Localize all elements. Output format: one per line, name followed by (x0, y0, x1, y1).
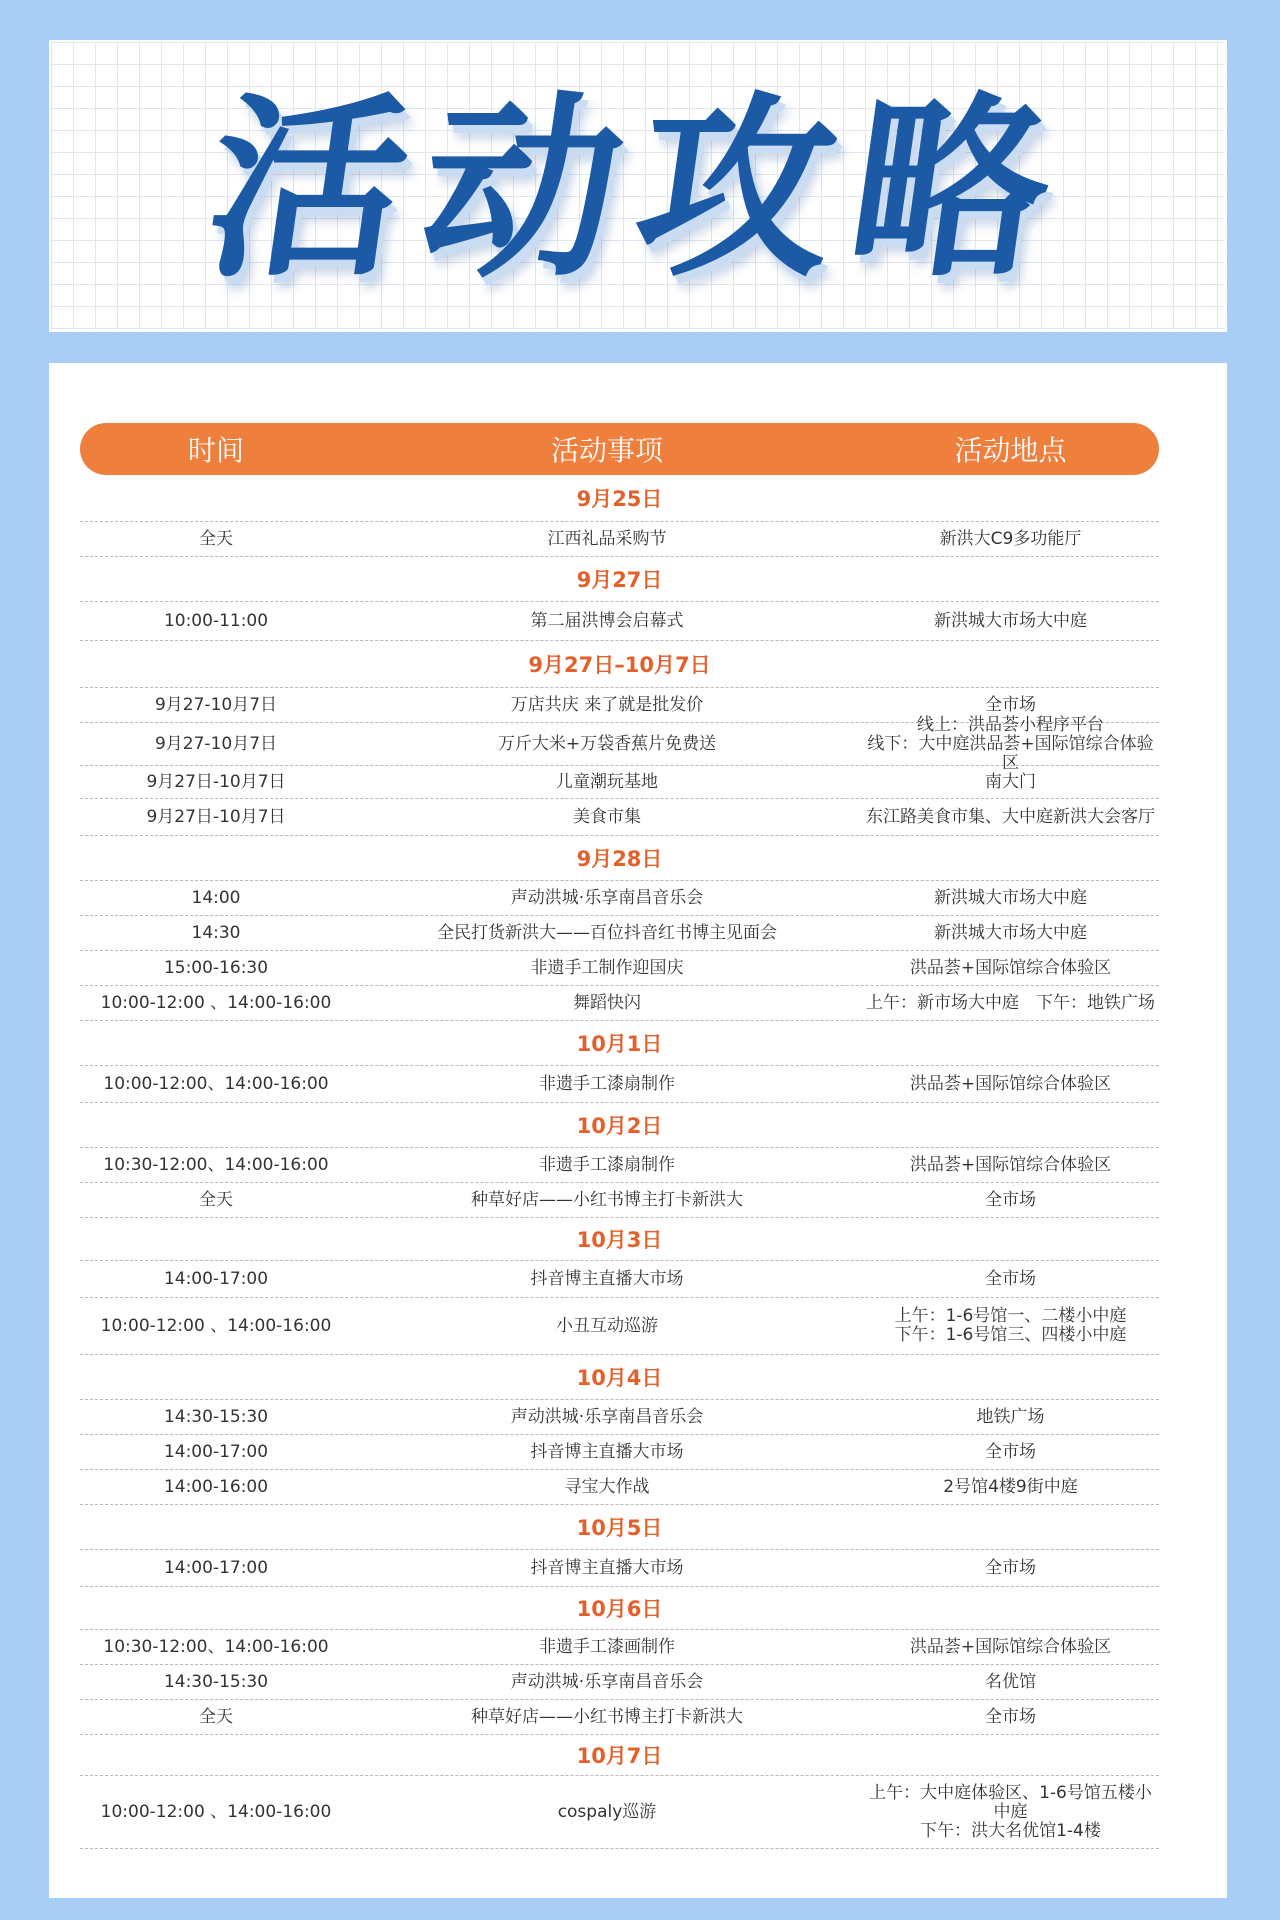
cell-location (862, 1307, 1159, 1345)
date-heading: 9月28日 (80, 836, 1159, 881)
cell-location (862, 530, 1159, 549)
cell-event: 舞蹈快闪 (573, 992, 641, 1013)
cell-time: 10:00-11:00 (163, 610, 269, 631)
cell-event: 万店共庆 来了就是批发价 (510, 694, 704, 715)
cell-location (862, 1559, 1159, 1578)
schedule-table (80, 423, 1159, 1849)
page-title: 活动攻略 (193, 76, 1083, 304)
table-row (80, 1700, 1159, 1735)
cell-event: 美食市集 (573, 806, 641, 827)
date-heading: 10月6日 (80, 1587, 1159, 1630)
table-header (80, 423, 1159, 475)
cell-time: 14:00-16:00 (163, 1476, 269, 1497)
cell-location (862, 994, 1159, 1013)
cell-location-line: 地铁广场 (976, 1406, 1045, 1427)
cell-location-line: 洪品荟+国际馆综合体验区 (909, 1073, 1112, 1094)
table-row (80, 1148, 1159, 1183)
cell-location-line: 全市场 (985, 1189, 1036, 1210)
cell-location-line: 全市场 (985, 694, 1036, 715)
table-row (80, 951, 1159, 986)
cell-location (862, 1478, 1159, 1497)
cell-time: 9月27-10月7日 (154, 694, 278, 715)
cell-event: 种草好店——小红书博主打卡新洪大 (471, 1189, 743, 1210)
cell-time: 10:00-12:00 、14:00-16:00 (100, 1315, 332, 1336)
cell-location (862, 808, 1159, 827)
cell-event: 种草好店——小红书博主打卡新洪大 (471, 1706, 743, 1727)
cell-location (862, 1708, 1159, 1727)
cell-location (862, 1075, 1159, 1094)
cell-event: 第二届洪博会启幕式 (530, 610, 684, 631)
cell-location-line: 线下：大中庭洪品荟+国际馆综合体验区 (867, 733, 1154, 773)
cell-location (862, 773, 1159, 792)
table-row (80, 1630, 1159, 1665)
cell-location-line: 全市场 (985, 1441, 1036, 1462)
table-row (80, 986, 1159, 1021)
date-heading: 9月27日 (80, 557, 1159, 602)
cell-time: 9月27日-10月7日 (146, 806, 286, 827)
table-row (80, 714, 1159, 773)
table-row (80, 799, 1159, 836)
date-heading: 9月27日–10月7日 (80, 641, 1159, 688)
table-row (80, 1298, 1159, 1355)
cell-event: 儿童潮玩基地 (556, 771, 658, 792)
header-location: 活动地点 (954, 434, 1067, 467)
cell-location (862, 1784, 1159, 1841)
cell-location-line: 线上：洪品荟小程序平台 (917, 714, 1104, 735)
cell-location (862, 959, 1159, 978)
cell-location (862, 1270, 1159, 1289)
cell-location-line: 新洪城大市场大中庭 (934, 610, 1087, 631)
cell-time: 10:30-12:00、14:00-16:00 (103, 1636, 329, 1657)
cell-time: 14:00 (191, 887, 241, 908)
cell-location (862, 889, 1159, 908)
cell-location-line: 南大门 (985, 771, 1036, 792)
cell-time: 10:30-12:00、14:00-16:00 (103, 1154, 329, 1175)
date-heading: 10月3日 (80, 1218, 1159, 1261)
schedule-panel (49, 363, 1227, 1898)
date-heading: 10月2日 (80, 1103, 1159, 1148)
cell-event: cospaly巡游 (557, 1801, 657, 1822)
cell-location (862, 1638, 1159, 1657)
cell-location (862, 1156, 1159, 1175)
cell-location (862, 924, 1159, 943)
cell-location (862, 1408, 1159, 1427)
cell-location-line: 东江路美食市集、大中庭新洪大会客厅 (866, 806, 1155, 827)
cell-location (862, 696, 1159, 715)
table-row (80, 522, 1159, 557)
cell-time: 14:30 (191, 922, 241, 943)
table-row (80, 1435, 1159, 1470)
cell-location-line: 洪品荟+国际馆综合体验区 (909, 957, 1112, 978)
date-heading: 10月5日 (80, 1505, 1159, 1550)
cell-time: 9月27-10月7日 (154, 733, 278, 754)
cell-event: 抖音博主直播大市场 (530, 1268, 684, 1289)
cell-time: 10:00-12:00 、14:00-16:00 (100, 992, 332, 1013)
cell-time: 10:00-12:00 、14:00-16:00 (100, 1801, 332, 1822)
cell-location (862, 1191, 1159, 1210)
cell-time: 15:00-16:30 (163, 957, 269, 978)
cell-time: 10:00-12:00、14:00-16:00 (103, 1073, 329, 1094)
table-row (80, 602, 1159, 641)
header-event: 活动事项 (550, 434, 663, 467)
table-row (80, 1550, 1159, 1587)
cell-location-line: 新洪大C9多功能厅 (939, 528, 1082, 549)
table-row (80, 1776, 1159, 1849)
cell-location-line: 下午：洪大名优馆1-4楼 (920, 1820, 1101, 1841)
cell-location-line: 洪品荟+国际馆综合体验区 (909, 1636, 1112, 1657)
cell-event: 抖音博主直播大市场 (530, 1557, 684, 1578)
date-heading: 10月7日 (80, 1735, 1159, 1776)
table-row (80, 1183, 1159, 1218)
cell-time: 14:00-17:00 (163, 1268, 269, 1289)
table-row (80, 881, 1159, 916)
table-row (80, 1470, 1159, 1505)
cell-time: 14:00-17:00 (163, 1557, 269, 1578)
cell-event: 声动洪城·乐享南昌音乐会 (510, 1671, 704, 1692)
cell-time: 全天 (199, 1706, 233, 1727)
cell-time: 9月27日-10月7日 (146, 771, 286, 792)
cell-event: 全民打货新洪大——百位抖音红书博主见面会 (437, 922, 777, 943)
schedule-rows (80, 475, 1159, 1849)
cell-event: 非遗手工制作迎国庆 (530, 957, 684, 978)
table-row (80, 1400, 1159, 1435)
cell-location-line: 名优馆 (985, 1671, 1036, 1692)
cell-event: 非遗手工漆画制作 (539, 1636, 675, 1657)
table-row (80, 1665, 1159, 1700)
cell-time: 14:30-15:30 (163, 1406, 269, 1427)
cell-event: 江西礼品采购节 (547, 528, 667, 549)
cell-location (862, 1673, 1159, 1692)
cell-location (862, 716, 1159, 773)
title-banner (49, 40, 1227, 332)
cell-location-line: 上午：大中庭体验区、1-6号馆五楼小中庭 (869, 1782, 1152, 1822)
table-row (80, 1066, 1159, 1103)
cell-location-line: 下午：1-6号馆三、四楼小中庭 (894, 1325, 1127, 1345)
cell-event: 声动洪城·乐享南昌音乐会 (510, 887, 704, 908)
header-time: 时间 (187, 434, 244, 467)
table-row (80, 1261, 1159, 1298)
cell-location-line: 全市场 (985, 1706, 1036, 1727)
cell-location (862, 612, 1159, 631)
cell-location-line: 洪品荟+国际馆综合体验区 (909, 1154, 1112, 1175)
cell-event: 非遗手工漆扇制作 (539, 1073, 675, 1094)
cell-location-line: 新洪城大市场大中庭 (934, 922, 1087, 943)
cell-event: 声动洪城·乐享南昌音乐会 (510, 1406, 704, 1427)
date-heading: 10月4日 (80, 1355, 1159, 1400)
date-heading: 9月25日 (80, 475, 1159, 522)
cell-event: 非遗手工漆扇制作 (539, 1154, 675, 1175)
cell-time: 14:00-17:00 (163, 1441, 269, 1462)
cell-location (862, 1443, 1159, 1462)
cell-location-line: 全市场 (985, 1268, 1036, 1289)
cell-location-line: 2号馆4楼9街中庭 (943, 1476, 1078, 1497)
cell-event: 抖音博主直播大市场 (530, 1441, 684, 1462)
cell-location-line: 全市场 (985, 1557, 1036, 1578)
cell-location-line: 新洪城大市场大中庭 (934, 887, 1087, 908)
cell-event: 万斤大米+万袋香蕉片免费送 (497, 733, 717, 754)
date-heading: 10月1日 (80, 1021, 1159, 1066)
table-row (80, 916, 1159, 951)
cell-location-line: 上午：1-6号馆一、二楼小中庭 (894, 1306, 1127, 1326)
cell-event: 寻宝大作战 (564, 1476, 650, 1497)
cell-time: 全天 (199, 1189, 233, 1210)
cell-event: 小丑互动巡游 (556, 1315, 658, 1336)
cell-location-line: 上午：新市场大中庭 下午：地铁广场 (866, 992, 1155, 1013)
cell-time: 全天 (199, 528, 233, 549)
cell-time: 14:30-15:30 (163, 1671, 269, 1692)
